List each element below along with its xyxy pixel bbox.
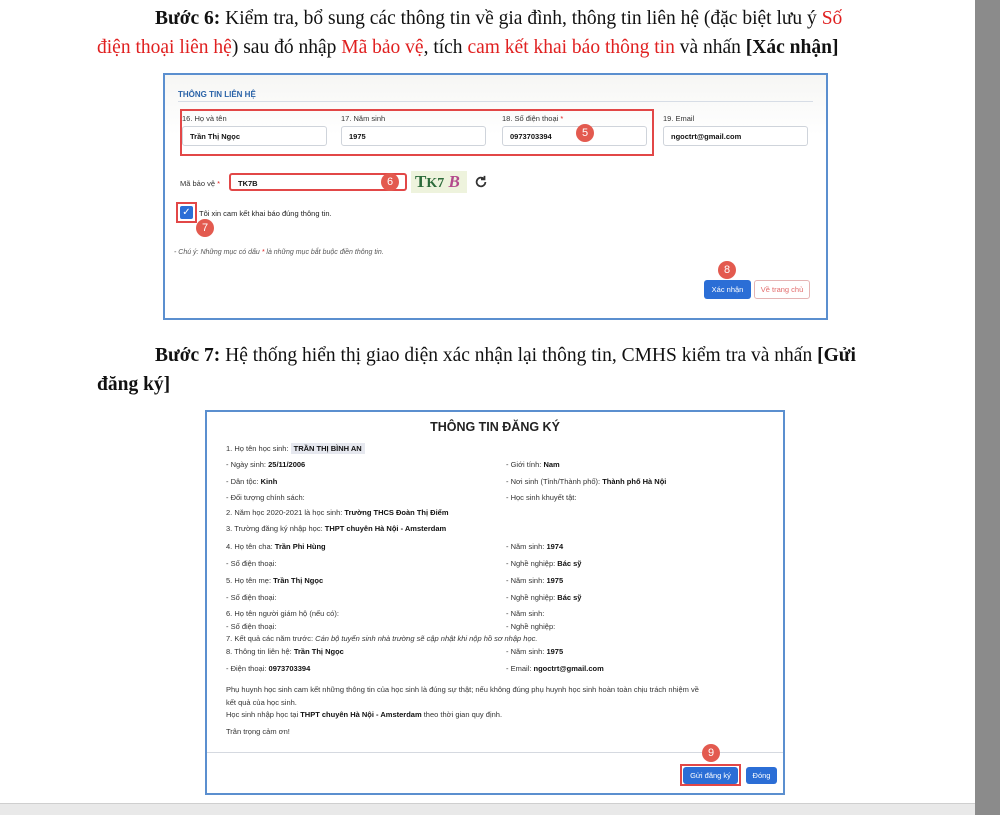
field-label-name: 16. Họ và tên	[182, 114, 227, 123]
step-badge-8: 8	[718, 261, 736, 279]
student-name-row	[226, 444, 365, 453]
note-text-2: là những mục bắt buộc điền thông tin.	[264, 249, 384, 256]
guardian-birth-row: - Năm sinh:	[506, 609, 545, 618]
phone-input[interactable]: 0973703394	[502, 126, 647, 146]
horizontal-scrollbar[interactable]	[0, 803, 975, 815]
submit-registration-button[interactable]: Gửi đăng ký	[683, 767, 738, 784]
contact-label: 8. Thông tin liên hệ:	[226, 647, 294, 656]
target-school-value: THPT chuyên Hà Nội - Amsterdam	[324, 524, 447, 533]
captcha-label	[180, 179, 220, 188]
school-row	[226, 508, 449, 517]
birth-year-input[interactable]: 1975	[341, 126, 486, 146]
mother-job-row	[506, 593, 581, 602]
contact-phone-value: 0973703394	[268, 664, 311, 673]
results-label: 7. Kết quả các năm trước:	[226, 634, 316, 643]
contact-row	[226, 647, 344, 656]
step7-paragraph-line2	[97, 370, 497, 399]
father-birth-row	[506, 542, 563, 551]
mother-phone-row: - Số điện thoại:	[226, 593, 277, 602]
captcha-char-c: B	[448, 172, 460, 191]
student-name-value: TRẦN THỊ BÌNH AN	[291, 443, 365, 454]
registration-summary-screenshot	[205, 410, 785, 795]
father-row	[226, 542, 326, 551]
dob-row	[226, 460, 305, 469]
gender-value: Nam	[543, 460, 560, 469]
contact-phone-row	[226, 664, 310, 673]
captcha-input[interactable]: TK7B	[229, 173, 407, 191]
admit-school: THPT chuyên Hà Nội - Amsterdam	[300, 710, 422, 719]
close-button[interactable]: Đóng	[746, 767, 777, 784]
student-name-label: 1. Họ tên học sinh:	[226, 444, 291, 453]
viewer-gutter	[975, 0, 1000, 815]
captcha-required-star: *	[217, 179, 221, 188]
admit-text-1: Học sinh nhập học tại	[226, 710, 301, 719]
captcha-char-a: T	[415, 172, 427, 191]
contact-birth-label: - Năm sinh:	[506, 647, 547, 656]
father-value: Trần Phi Hùng	[274, 542, 326, 551]
mother-value: Trần Thị Ngọc	[273, 576, 324, 585]
policy-row: - Đối tượng chính sách:	[226, 493, 305, 502]
step6-paragraph	[155, 4, 955, 33]
contact-form-screenshot	[163, 73, 828, 320]
step6-text-4: và nhấn	[674, 37, 746, 58]
step6-text-2: ) sau đó nhập	[231, 37, 342, 58]
father-job-label: - Nghề nghiệp:	[506, 559, 558, 568]
guardian-row: 6. Họ tên người giám hộ (nếu có):	[226, 609, 339, 618]
target-school-row	[226, 524, 446, 533]
mother-job-label: - Nghề nghiệp:	[506, 593, 558, 602]
contact-birth-value: 1975	[546, 647, 564, 656]
father-job-row	[506, 559, 581, 568]
contact-email-value: ngoctrt@gmail.com	[533, 664, 604, 673]
step6-text-3: , tích	[423, 37, 468, 58]
dob-value: 25/11/2006	[268, 460, 306, 469]
email-input[interactable]: ngoctrt@gmail.com	[663, 126, 808, 146]
father-birth-value: 1974	[546, 542, 564, 551]
step-badge-7: 7	[196, 219, 214, 237]
commit-text-2: kết quả của học sinh.	[226, 698, 297, 707]
step6-text-1: Kiểm tra, bổ sung các thông tin về gia đình, thông tin liên hệ (đặc biệt lưu ý	[220, 8, 822, 29]
contact-email-label: - Email:	[506, 664, 534, 673]
captcha-image	[411, 171, 467, 193]
required-star: *	[560, 114, 564, 123]
guardian-phone-row: - Số điện thoại:	[226, 622, 277, 631]
name-input[interactable]: Trần Thị Ngọc	[182, 126, 327, 146]
commit-checkbox[interactable]: ✓	[180, 206, 193, 219]
father-label: 4. Họ tên cha:	[226, 542, 275, 551]
footer-divider	[207, 752, 783, 753]
field-label-email: 19. Email	[663, 114, 695, 123]
step6-paragraph-line2	[97, 33, 957, 62]
thanks-row: Trân trọng cảm ơn!	[226, 727, 290, 736]
step6-highlight-phone-b: điện thoại liên hệ	[97, 37, 232, 58]
captcha-char-b: K7	[426, 176, 445, 191]
confirm-button[interactable]: Xác nhận	[704, 280, 751, 299]
birthplace-value: Thành phố Hà Nội	[602, 477, 667, 486]
dob-label: - Ngày sinh:	[226, 460, 269, 469]
father-birth-label: - Năm sinh:	[506, 542, 547, 551]
mother-birth-value: 1975	[546, 576, 564, 585]
target-school-label: 3. Trường đăng ký nhập học:	[226, 524, 325, 533]
birthplace-label: - Nơi sinh (Tỉnh/Thành phố):	[506, 477, 603, 486]
step6-button-ref: [Xác nhận]	[745, 37, 839, 58]
father-job-value: Bác sỹ	[557, 559, 582, 568]
contact-birth-row	[506, 647, 563, 656]
school-value: Trường THCS Đoàn Thị Điểm	[344, 508, 449, 517]
step7-text: Hệ thống hiển thị giao diện xác nhận lại thông tin, CMHS kiểm tra và nhấn	[220, 345, 818, 366]
step7-paragraph	[155, 341, 955, 370]
home-button[interactable]: Về trang chủ	[754, 280, 810, 299]
step7-button-ref-b: đăng ký]	[97, 374, 171, 395]
phone-label-text: 18. Số điện thoại	[502, 114, 559, 123]
refresh-captcha-icon[interactable]	[474, 175, 488, 189]
disability-row: - Học sinh khuyết tật:	[506, 493, 577, 502]
section-divider	[178, 101, 813, 102]
results-row	[226, 634, 537, 643]
step-badge-6: 6	[381, 173, 399, 191]
step-badge-5: 5	[576, 124, 594, 142]
step6-highlight-phone-a: Số	[821, 8, 843, 29]
required-note	[174, 249, 384, 256]
step6-label: Bước 6:	[155, 8, 221, 29]
step7-label: Bước 7:	[155, 345, 221, 366]
admit-row	[226, 710, 502, 719]
section-title: THÔNG TIN LIÊN HỆ	[178, 90, 256, 99]
admit-text-2: theo thời gian quy định.	[421, 710, 503, 719]
step6-highlight-captcha: Mã bảo vệ	[341, 37, 424, 58]
step-badge-9: 9	[702, 744, 720, 762]
gender-label: - Giới tính:	[506, 460, 544, 469]
step6-highlight-commit: cam kết khai báo thông tin	[467, 37, 675, 58]
father-phone-row: - Số điện thoại:	[226, 559, 277, 568]
birthplace-row	[506, 477, 666, 486]
note-star: *	[261, 249, 265, 256]
commit-text-1: Phụ huynh học sinh cam kết những thông tin của học sinh là đúng sự thật; nếu không đúng phụ huynh học sinh hoàn toàn chịu trách nhiệm về	[226, 685, 699, 694]
mother-birth-label: - Năm sinh:	[506, 576, 547, 585]
results-note: Cán bộ tuyển sinh nhà trường sẽ cập nhật khi nộp hồ sơ nhập học.	[315, 634, 538, 643]
guardian-job-row: - Nghề nghiệp:	[506, 622, 556, 631]
school-label: 2. Năm học 2020-2021 là học sinh:	[226, 508, 345, 517]
step7-button-ref-a: [Gửi	[817, 345, 856, 366]
contact-email-row	[506, 664, 604, 673]
mother-birth-row	[506, 576, 563, 585]
mother-row	[226, 576, 323, 585]
contact-phone-label: - Điện thoại:	[226, 664, 269, 673]
mother-job-value: Bác sỹ	[557, 593, 582, 602]
summary-title: THÔNG TIN ĐĂNG KÝ	[430, 420, 560, 434]
captcha-label-text: Mã bảo vệ	[180, 179, 216, 188]
ethnicity-label: - Dân tộc:	[226, 477, 261, 486]
commit-label: Tôi xin cam kết khai báo đúng thông tin.	[199, 209, 332, 218]
mother-label: 5. Họ tên mẹ:	[226, 576, 274, 585]
gender-row	[506, 460, 560, 469]
ethnicity-value: Kinh	[260, 477, 278, 486]
field-label-phone	[502, 114, 563, 123]
ethnicity-row	[226, 477, 277, 486]
contact-value: Trần Thị Ngọc	[293, 647, 344, 656]
field-label-birth-year: 17. Năm sinh	[341, 114, 386, 123]
note-text-1: - Chú ý: Những mục có dấu	[174, 249, 262, 256]
